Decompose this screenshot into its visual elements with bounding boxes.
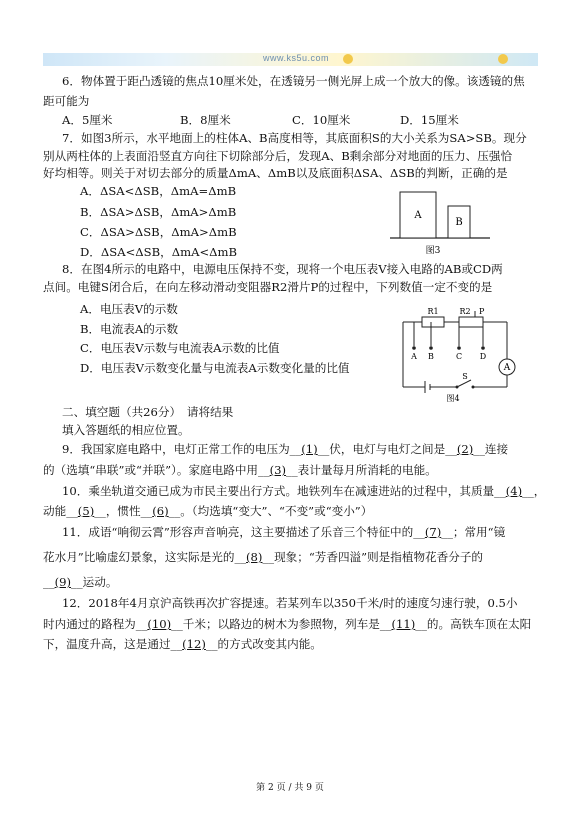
section-2-title: 二、填空题（共26分） 请将结果 bbox=[62, 405, 234, 419]
q12-line1: 12．2018年4月京沪高铁再次扩容提速。若某列车以350千米/时的速度匀速行驶，0.5小 bbox=[62, 596, 518, 610]
q11-line2: 花水月”比喻虚幻景象，这实际是光的__(8)__现象；“芳香四溢”则是指植物花香分子的 bbox=[43, 550, 484, 564]
figure-3 bbox=[385, 188, 495, 258]
banner-watermark: www.ks5u.com bbox=[263, 53, 330, 63]
q8-option-d: D．电压表V示数变化量与电流表A示数变化量的比值 bbox=[80, 361, 350, 375]
q6-option-a: A．5厘米 bbox=[62, 113, 113, 127]
figure-3-label-a: A bbox=[414, 210, 422, 221]
answer-blank-8: (8) bbox=[246, 550, 263, 564]
answer-blank-12: (12) bbox=[182, 637, 206, 651]
q7-option-c: C．ΔSA>ΔSB，ΔmA>ΔmB bbox=[80, 225, 237, 239]
q9-line1: 9．我国家庭电路中，电灯正常工作的电压为__(1)__伏，电灯与电灯之间是__(2)__连接 bbox=[62, 442, 509, 456]
q7-line2: 别从两柱体的上表面沿竖直方向往下切除部分后，发现A、B剩余部分对地面的压力、压强恰 bbox=[43, 149, 513, 163]
q11-line1: 11．成语“响彻云霄”形容声音响亮，这主要描述了乐音三个特征中的__(7)__；常用“镜 bbox=[62, 525, 506, 539]
q6-option-c: C．10厘米 bbox=[292, 113, 351, 127]
figure-4-p-label: P bbox=[479, 307, 485, 316]
q6-line2: 距可能为 bbox=[43, 94, 90, 108]
figure-4-ammeter-label: A bbox=[503, 363, 511, 373]
figure-4-r1-label: R1 bbox=[427, 307, 439, 316]
answer-blank-10: (10) bbox=[147, 617, 172, 631]
q6-line1: 6．物体置于距凸透镜的焦点10厘米处，在透镜另一侧光屏上成一个放大的像。该透镜的焦 bbox=[62, 74, 525, 88]
page-footer: 第 2 页 / 共 9 页 bbox=[256, 783, 324, 793]
answer-blank-3: (3) bbox=[269, 463, 287, 477]
q10-line2: 动能__(5)__，惯性__(6)__。（均选填“变大”、“不变”或“变小”） bbox=[43, 504, 373, 518]
q8-option-a: A．电压表V的示数 bbox=[80, 302, 178, 316]
q12-line3: 下，温度升高，这是通过__(12)__的方式改变其内能。 bbox=[43, 637, 322, 651]
answer-blank-2: (2) bbox=[456, 442, 474, 456]
answer-blank-1: (1) bbox=[301, 442, 318, 456]
q7-line1: 7．如图3所示，水平地面上的柱体A、B高度相等，其底面积S的大小关系为SA>SB。现分 bbox=[62, 131, 527, 145]
header-banner bbox=[43, 53, 538, 66]
figure-3-caption: 图3 bbox=[425, 246, 441, 256]
answer-blank-9: (9) bbox=[54, 575, 72, 589]
q10-line1: 10．乘坐轨道交通已成为市民主要出行方式。地铁列车在减速进站的过程中，其质量__(4)__， bbox=[62, 484, 546, 498]
answer-blank-4: (4) bbox=[505, 484, 523, 498]
q7-option-b: B．ΔSA>ΔSB，ΔmA>ΔmB bbox=[80, 205, 237, 219]
flower-decoration-icon bbox=[498, 54, 508, 64]
q8-option-c: C．电压表V示数与电流表A示数的比值 bbox=[80, 341, 280, 355]
q8-line1: 8．在图4所示的电路中，电源电压保持不变，现将一个电压表V接入电路的AB或CD两 bbox=[62, 262, 503, 276]
figure-4-r2-label: R2 bbox=[459, 307, 471, 316]
figure-4-point-c: C bbox=[455, 352, 463, 361]
q7-option-d: D．ΔSA<ΔSB，ΔmA<ΔmB bbox=[80, 245, 238, 259]
figure-4-circuit bbox=[395, 305, 525, 403]
q7-option-a: A．ΔSA<ΔSB，ΔmA=ΔmB bbox=[80, 184, 237, 198]
q7-line3: 好均相等。则关于对切去部分的质量ΔmA、ΔmB以及底面积ΔSA、ΔSB的判断，正确的是 bbox=[43, 166, 508, 180]
figure-4-point-b: B bbox=[428, 352, 434, 361]
answer-blank-5: (5) bbox=[77, 504, 95, 518]
figure-4-point-a: A bbox=[411, 352, 417, 361]
figure-4-caption: 图4 bbox=[446, 394, 460, 403]
q12-line2: 时内通过的路程为__(10)__千米；以路边的树木为参照物，列车是__(11)__的。高铁车顶在太阳 bbox=[43, 617, 532, 631]
answer-blank-11: (11) bbox=[391, 617, 416, 631]
q8-line2: 点间。电键S闭合后，在向左移动滑动变阻器R2滑片P的过程中，下列数值一定不变的是 bbox=[43, 280, 493, 294]
answer-blank-6: (6) bbox=[152, 504, 169, 518]
q8-option-b: B．电流表A的示数 bbox=[80, 322, 179, 336]
answer-blank-7: (7) bbox=[424, 525, 442, 539]
q11-line3: __(9)__运动。 bbox=[43, 575, 118, 589]
flower-decoration-icon bbox=[343, 54, 353, 64]
figure-4-point-d: D bbox=[479, 352, 487, 361]
figure-3-label-b: B bbox=[455, 217, 463, 228]
q9-line2: 的（选填“串联”或“并联”）。家庭电路中用__(3)__表计量每月所消耗的电能。 bbox=[43, 463, 437, 477]
q6-option-b: B．8厘米 bbox=[180, 113, 231, 127]
q6-option-d: D．15厘米 bbox=[400, 113, 459, 127]
figure-4-switch-label: S bbox=[462, 372, 468, 381]
section-2-note: 填入答题纸的相应位置。 bbox=[62, 423, 190, 437]
